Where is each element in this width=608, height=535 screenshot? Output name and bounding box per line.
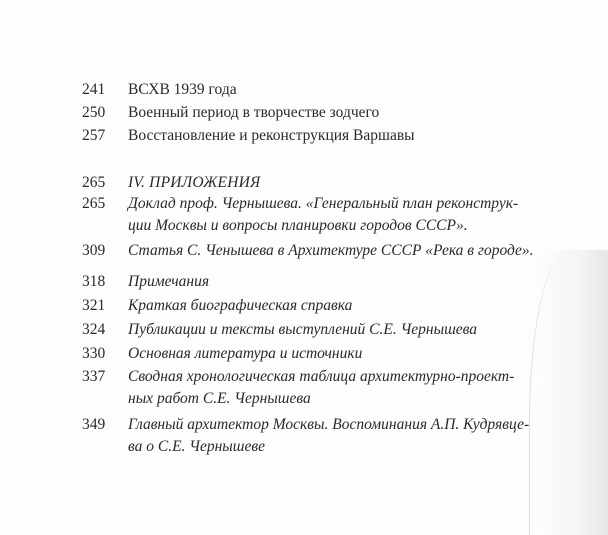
- toc-title: [128, 414, 568, 458]
- toc-entry: [0, 318, 608, 342]
- toc-title: [128, 124, 568, 147]
- toc-page-number: 321: [82, 297, 106, 314]
- toc-page-number: 250: [82, 104, 106, 121]
- toc-entry: [0, 101, 608, 124]
- toc-entry: [0, 239, 608, 262]
- toc-title-line: Главный архитектор Москвы. Воспоминания А.П. Кудрявце-: [128, 416, 530, 433]
- toc-entry: [0, 342, 608, 366]
- toc-title: [128, 318, 568, 341]
- toc-title-line: IV. ПРИЛОЖЕНИЯ: [128, 174, 261, 191]
- toc-section-heading: [0, 171, 608, 193]
- toc-page-number: 257: [82, 127, 106, 144]
- toc-title-line: ВСХВ 1939 года: [128, 81, 237, 98]
- toc-section-appendices: [0, 171, 608, 262]
- toc-page-number: 265: [82, 195, 106, 212]
- toc-section-back-matter: [0, 270, 608, 460]
- toc-title: [128, 239, 568, 262]
- toc-page-number: 318: [82, 273, 106, 290]
- toc-entry: [0, 124, 608, 147]
- toc-title: [128, 342, 568, 365]
- toc-title-line: Сводная хронологическая таблица архитектурно-проект-: [128, 368, 515, 385]
- toc-title-line: Статья С. Ченышева в Архитектуре СССР «Река в городе».: [128, 242, 534, 259]
- toc-title-line: Восстановление и реконструкция Варшавы: [128, 127, 415, 144]
- toc-title: [128, 366, 568, 410]
- toc-entry: [0, 193, 608, 239]
- toc-page-number: 265: [82, 174, 106, 191]
- toc-page-number: 241: [82, 81, 106, 98]
- toc-title: [128, 193, 568, 237]
- toc-title: [128, 101, 568, 124]
- toc-section-1: [0, 78, 608, 147]
- toc-title-line: Примечания: [128, 273, 210, 290]
- toc-page-number: 309: [82, 242, 106, 259]
- toc-title-line: ции Москвы и вопросы планировки городов СССР».: [128, 217, 468, 234]
- toc-title-line: ных работ С.Е. Чернышева: [128, 390, 311, 407]
- toc-title: [128, 171, 568, 194]
- toc-entry: [0, 270, 608, 294]
- toc-title: [128, 78, 568, 101]
- toc-entry: [0, 366, 608, 414]
- toc-title-line: Военный период в творчестве зодчего: [128, 104, 380, 121]
- toc-entry: [0, 294, 608, 318]
- toc-title-line: Краткая биографическая справка: [128, 297, 353, 314]
- toc-page-number: 349: [82, 416, 106, 433]
- toc-title-line: Публикации и тексты выступлений С.Е. Чернышева: [128, 321, 478, 338]
- toc-title-line: ва о С.Е. Чернышеве: [128, 438, 265, 455]
- toc-entry: [0, 78, 608, 101]
- toc-page-number: 324: [82, 321, 106, 338]
- toc-title: [128, 270, 568, 293]
- toc-title: [128, 294, 568, 317]
- toc-title-line: Доклад проф. Чернышева. «Генеральный план реконструк-: [128, 195, 519, 212]
- toc-page-number: 330: [82, 345, 106, 362]
- toc-page-number: 337: [82, 368, 106, 385]
- toc-entry: [0, 414, 608, 460]
- toc-title-line: Основная литература и источники: [128, 345, 363, 362]
